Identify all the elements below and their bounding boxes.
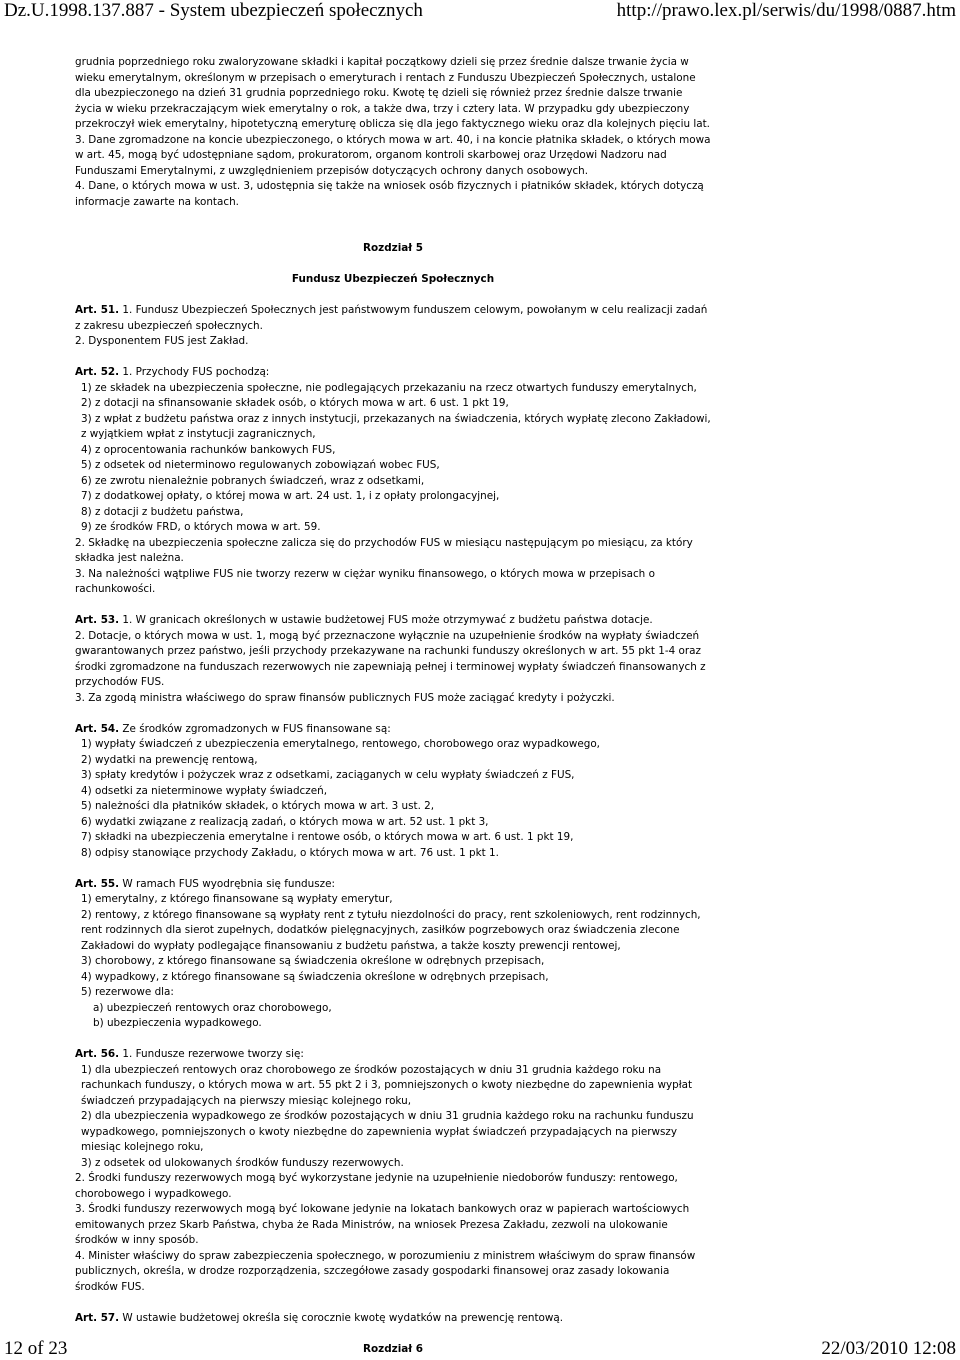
article-label: Art. 53. xyxy=(75,614,120,626)
paragraph: 2. Składkę na ubezpieczenia społeczne zalicza się do przychodów FUS w miesiącu następującym po miesiącu, za który składka jest należna. xyxy=(75,536,693,564)
paragraph: 2. Dotacje, o których mowa w ust. 1, mogą być przeznaczone wyłącznie na uzupełnienie środków na wypłaty świadczeń gwarantowanych przez państwo, jeśli przychody przekazywane na rachunki funduszy określonych w art. 55 pkt 1-4 oraz środki zgromadzone na funduszach rezerwowych nie zapewniają pełnej i terminowej wypłaty świadczeń finansowanych z przychodów FUS. xyxy=(75,629,706,688)
list-item: 6) ze zwrotu nienależnie pobranych świadczeń, wraz z odsetkami, xyxy=(81,474,425,487)
list-item: 1) emerytalny, z którego finansowane są wypłaty emerytur, xyxy=(81,893,393,905)
article-56 xyxy=(75,1047,711,1063)
article-label: Art. 52. xyxy=(75,366,120,378)
list-item: 7) z dodatkowej opłaty, o której mowa w art. 24 ust. 1, i z opłaty prolongacyjnej, xyxy=(81,490,500,502)
article-51 xyxy=(75,303,711,334)
article-label: Art. 56. xyxy=(75,1048,120,1060)
article-53 xyxy=(75,613,711,629)
chapter-title: Fundusz Ubezpieczeń Społecznych xyxy=(291,273,495,285)
article-text: W ramach FUS wyodrębnia się fundusze: xyxy=(122,877,335,890)
sub-list-item: b) ubezpieczenia wypadkowego. xyxy=(93,1017,262,1029)
list-item: 6) wydatki związane z realizacją zadań, o których mowa w art. 52 ust. 1 pkt 3, xyxy=(81,815,489,828)
list-item: 1) wypłaty świadczeń z ubezpieczenia emerytalnego, rentowego, chorobowego oraz wypadkowego, xyxy=(81,738,600,750)
paragraph: 3. Dane zgromadzone na koncie ubezpieczonego, o których mowa w art. 40, i na koncie płatnika składek, o których mowa w art. 45, mogą być udostępniane sądom, prokuratorom, organom kontroli skarbowej oraz Urzędowi Nadzoru nad Funduszami Emerytalnymi, z uwzględnieniem przepisów dotyczących ochrony danych osobowych. xyxy=(75,133,711,177)
list-item: 2) wydatki na prewencję rentową, xyxy=(81,753,258,766)
list-item: 9) ze środków FRD, o których mowa w art. 59. xyxy=(81,521,321,533)
article-label: Art. 51. xyxy=(75,304,120,316)
list-item: 8) z dotacji z budżetu państwa, xyxy=(81,505,244,518)
list-item: 4) wypadkowy, z którego finansowane są świadczenia określone w odrębnych przepisach, xyxy=(81,970,549,983)
article-57 xyxy=(75,1311,711,1327)
list-item: 7) składki na ubezpieczenia emerytalne i rentowe osób, o których mowa w art. 6 ust. 1 pkt 19, xyxy=(81,831,574,843)
list-item: 4) z oprocentowania rachunków bankowych FUS, xyxy=(81,443,336,456)
article-text: 1. Przychody FUS pochodzą: xyxy=(122,366,270,378)
list-item: 3) spłaty kredytów i pożyczek wraz z odsetkami, zaciąganych w celu wypłaty świadczeń z FUS, xyxy=(81,769,575,781)
paragraph: grudnia poprzedniego roku zwaloryzowane składki i kapitał początkowy dzieli się przez średnie dalsze trwanie życia w wieku emerytalnym, określonym w przepisach o emeryturach i rentach z Funduszu Ubezpieczeń Społecznych, ustalone dla ubezpieczonego na dzień 31 grudnia poprzedniego roku. Kwotę tę dzieli się również przez średnie dalsze trwanie życia w wieku przekraczającym wiek emerytalny o rok, a także dwa, trzy i cztery lata. W przypadku gdy ubezpieczony przekroczył wiek emerytalny, hipotetyczną emeryturę oblicza się dla jego faktycznego wieku oraz dla kolejnych pięciu lat. xyxy=(75,56,710,130)
print-header-url: http://prawo.lex.pl/serwis/du/1998/0887.htm xyxy=(616,0,956,21)
article-text: 1. W granicach określonych w ustawie budżetowej FUS może otrzymywać z budżetu państwa dotacje. xyxy=(122,614,653,626)
list-item: 2) dla ubezpieczenia wypadkowego ze środków pozostających w dniu 31 grudnia każdego roku na rachunku funduszu wypadkowego, pomniejszonych o kwoty niezbędne do zapewnienia wypłat świadczeń przypadających na pierwszy miesiąc kolejnego roku, xyxy=(81,1110,694,1153)
article-label: Art. 57. xyxy=(75,1311,120,1324)
print-header-title: Dz.U.1998.137.887 - System ubezpieczeń społecznych xyxy=(4,0,423,21)
list-item: 3) z wpłat z budżetu państwa oraz z innych instytucji, przekazanych na świadczenia, których wypłatę zlecono Zakładowi, z wyjątkiem wpłat z instytucji zagranicznych, xyxy=(81,412,711,440)
list-item: 8) odpisy stanowiące przychody Zakładu, o których mowa w art. 76 ust. 1 pkt 1. xyxy=(81,846,499,859)
paragraph: 4. Dane, o których mowa w ust. 3, udostępnia się także na wniosek osób fizycznych i płatników składek, których dotyczą informacje zawarte na kontach. xyxy=(75,180,704,208)
paragraph: 3. Za zgodą ministra właściwego do spraw finansów publicznych FUS może zaciągać kredyty i pożyczki. xyxy=(75,691,615,704)
paragraph: 3. Na należności wątpliwe FUS nie tworzy rezerw w ciężar wyniku finansowego, o których mowa w przepisach o rachunkowości. xyxy=(75,567,655,595)
list-item: 5) z odsetek od nieterminowo regulowanych zobowiązań wobec FUS, xyxy=(81,459,440,471)
article-52 xyxy=(75,365,711,381)
list-item: 3) chorobowy, z którego finansowane są świadczenia określone w odrębnych przepisach, xyxy=(81,955,545,967)
print-footer-datetime: 22/03/2010 12:08 xyxy=(821,1338,956,1359)
paragraph: 2. Dysponentem FUS jest Zakład. xyxy=(75,335,249,347)
article-text: 1. Fundusz Ubezpieczeń Społecznych jest państwowym funduszem celowym, powołanym w celu realizacji zadań z zakresu ubezpieczeń społecznych. xyxy=(75,304,708,332)
list-item: 1) ze składek na ubezpieczenia społeczne, nie podlegających przekazaniu na rzecz otwartych funduszy emerytalnych, xyxy=(81,381,697,394)
list-item: 4) odsetki za nieterminowe wypłaty świadczeń, xyxy=(81,784,327,797)
chapter-heading: Rozdział 6 xyxy=(363,1342,423,1355)
article-text: 1. Fundusze rezerwowe tworzy się: xyxy=(122,1048,304,1060)
sub-list-item: a) ubezpieczeń rentowych oraz chorobowego, xyxy=(93,1001,332,1014)
article-55 xyxy=(75,877,711,893)
list-item: 3) z odsetek od ulokowanych środków funduszy rezerwowych. xyxy=(81,1156,404,1169)
chapter-heading: Rozdział 5 xyxy=(363,242,423,254)
list-item: 2) rentowy, z którego finansowane są wypłaty rent z tytułu niezdolności do pracy, rent szkoleniowych, rent rodzinnych, rent rodzinnych dla sierot zupełnych, dodatków pielęgnacyjnych, zasiłków pogrzebowych oraz świadczenia zlecone Zakładowi do wypłaty podlegające finansowaniu z budżetu państwa, a także koszty prewencji rentowej, xyxy=(81,908,701,952)
list-item: 5) rezerwowe dla: xyxy=(81,986,174,998)
article-text: W ustawie budżetowej określa się corocznie kwotę wydatków na prewencję rentową. xyxy=(122,1311,564,1324)
paragraph: 4. Minister właściwy do spraw zabezpieczenia społecznego, w porozumieniu z ministrem właściwym do spraw finansów publicznych, określa, w drodze rozporządzenia, szczegółowe zasady gospodarki finansowej oraz zasady lokowania środków FUS. xyxy=(75,1249,696,1293)
paragraph: 3. Środki funduszy rezerwowych mogą być lokowane jedynie na lokatach bankowych oraz w papierach wartościowych emitowanych przez Skarb Państwa, chyba że Rada Ministrów, na wniosek Prezesa Zakładu, zezwoli na ulokowanie środków w inny sposób. xyxy=(75,1203,690,1246)
article-label: Art. 54. xyxy=(75,722,120,735)
list-item: 1) dla ubezpieczeń rentowych oraz chorobowego ze środków pozostających w dniu 31 grudnia każdego roku na rachunkach funduszy, o których mowa w art. 55 pkt 2 i 3, pomniejszonych o kwoty niezbędne do zapewnienia wypłat świadczeń przypadających na pierwszy miesiąc kolejnego roku, xyxy=(81,1063,693,1107)
print-footer-page: 12 of 23 xyxy=(4,1338,68,1359)
document-body xyxy=(75,55,711,1357)
list-item: 2) z dotacji na sfinansowanie składek osób, o których mowa w art. 6 ust. 1 pkt 19, xyxy=(81,397,509,409)
article-label: Art. 55. xyxy=(75,877,120,890)
list-item: 5) należności dla płatników składek, o których mowa w art. 3 ust. 2, xyxy=(81,800,435,812)
article-54 xyxy=(75,722,711,738)
article-text: Ze środków zgromadzonych w FUS finansowane są: xyxy=(122,722,391,735)
paragraph: 2. Środki funduszy rezerwowych mogą być wykorzystane jedynie na uzupełnienie niedoborów funduszy: rentowego, chorobowego i wypadkowego. xyxy=(75,1172,678,1200)
